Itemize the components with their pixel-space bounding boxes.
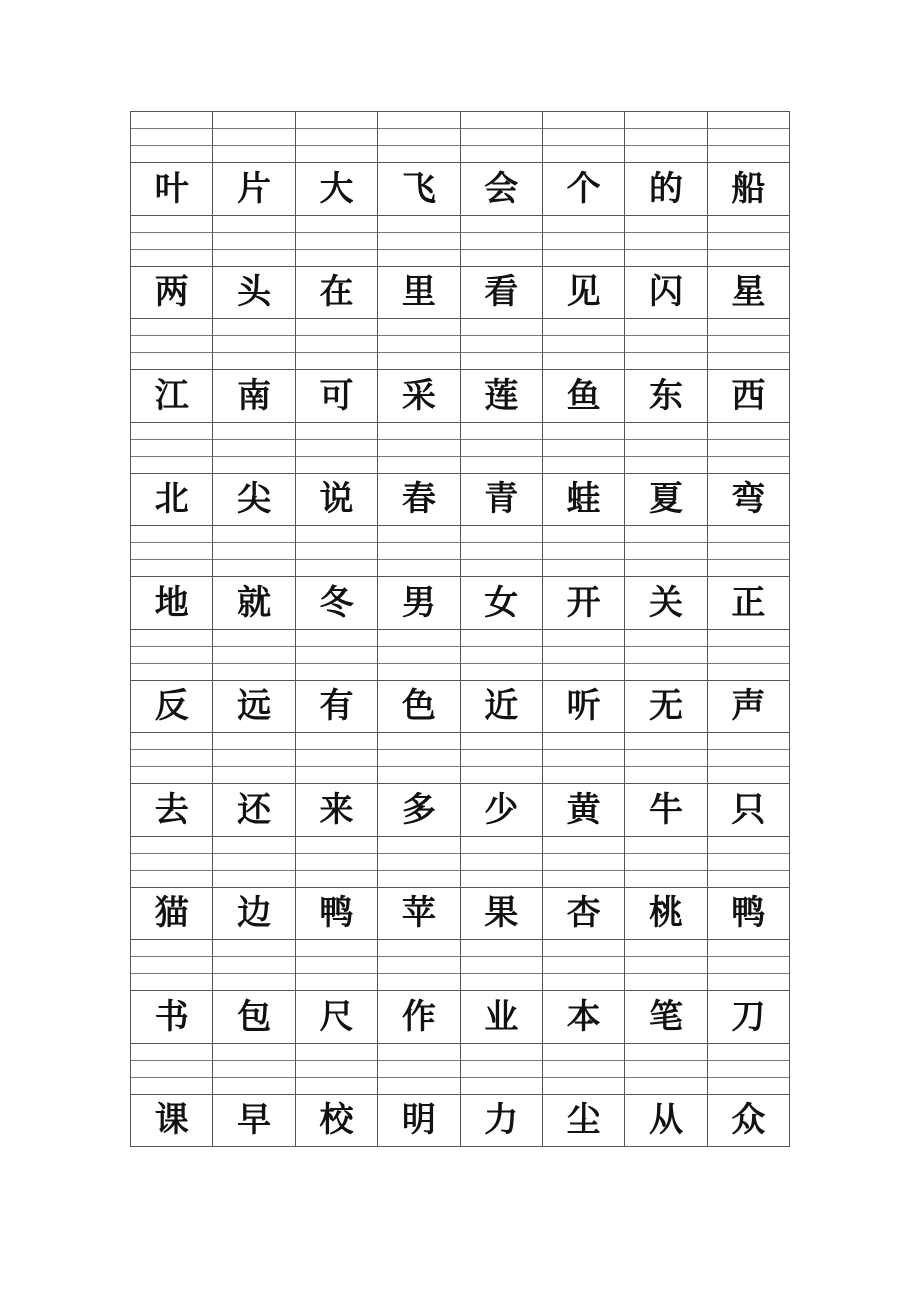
pinyin-writing-band bbox=[131, 216, 790, 267]
pinyin-writing-cell bbox=[708, 112, 790, 163]
character-band bbox=[131, 991, 790, 1044]
character-cell: 来 bbox=[296, 784, 378, 837]
pinyin-writing-cell bbox=[625, 112, 707, 163]
character-band bbox=[131, 577, 790, 630]
character-cell: 近 bbox=[461, 681, 543, 734]
character-cell: 边 bbox=[213, 888, 295, 941]
worksheet-row bbox=[131, 837, 790, 941]
pinyin-writing-band bbox=[131, 423, 790, 474]
character-cell: 尺 bbox=[296, 991, 378, 1044]
character-cell: 反 bbox=[131, 681, 213, 734]
character-band bbox=[131, 474, 790, 527]
pinyin-writing-cell bbox=[213, 940, 295, 991]
pinyin-writing-cell bbox=[543, 112, 625, 163]
character-cell: 黄 bbox=[543, 784, 625, 837]
worksheet-row bbox=[131, 423, 790, 527]
pinyin-writing-cell bbox=[131, 630, 213, 681]
character-cell: 个 bbox=[543, 163, 625, 216]
worksheet-row bbox=[131, 112, 790, 216]
character-cell: 弯 bbox=[708, 474, 790, 527]
character-cell: 叶 bbox=[131, 163, 213, 216]
pinyin-writing-band bbox=[131, 733, 790, 784]
pinyin-writing-cell bbox=[625, 216, 707, 267]
character-cell: 关 bbox=[625, 577, 707, 630]
character-cell: 听 bbox=[543, 681, 625, 734]
pinyin-writing-cell bbox=[213, 1044, 295, 1095]
character-cell: 尘 bbox=[543, 1095, 625, 1148]
character-cell: 女 bbox=[461, 577, 543, 630]
character-cell: 声 bbox=[708, 681, 790, 734]
character-band bbox=[131, 163, 790, 216]
character-cell: 西 bbox=[708, 370, 790, 423]
character-cell: 尖 bbox=[213, 474, 295, 527]
pinyin-writing-cell bbox=[296, 1044, 378, 1095]
worksheet-row bbox=[131, 1044, 790, 1148]
character-cell: 苹 bbox=[378, 888, 460, 941]
pinyin-writing-cell bbox=[543, 733, 625, 784]
pinyin-writing-cell bbox=[708, 837, 790, 888]
pinyin-writing-cell bbox=[213, 733, 295, 784]
character-cell: 春 bbox=[378, 474, 460, 527]
pinyin-writing-cell bbox=[378, 319, 460, 370]
pinyin-writing-cell bbox=[543, 423, 625, 474]
worksheet-row bbox=[131, 940, 790, 1044]
pinyin-writing-cell bbox=[131, 837, 213, 888]
pinyin-writing-cell bbox=[543, 1044, 625, 1095]
character-cell: 正 bbox=[708, 577, 790, 630]
pinyin-writing-cell bbox=[131, 940, 213, 991]
character-cell: 业 bbox=[461, 991, 543, 1044]
pinyin-writing-cell bbox=[625, 940, 707, 991]
character-cell: 只 bbox=[708, 784, 790, 837]
pinyin-writing-cell bbox=[213, 216, 295, 267]
character-cell: 多 bbox=[378, 784, 460, 837]
character-cell: 青 bbox=[461, 474, 543, 527]
character-cell: 见 bbox=[543, 267, 625, 320]
pinyin-writing-cell bbox=[461, 630, 543, 681]
character-cell: 鱼 bbox=[543, 370, 625, 423]
pinyin-writing-cell bbox=[625, 733, 707, 784]
character-cell: 书 bbox=[131, 991, 213, 1044]
character-cell: 的 bbox=[625, 163, 707, 216]
pinyin-writing-cell bbox=[543, 526, 625, 577]
pinyin-writing-cell bbox=[625, 1044, 707, 1095]
pinyin-writing-cell bbox=[296, 733, 378, 784]
character-cell: 远 bbox=[213, 681, 295, 734]
pinyin-writing-cell bbox=[461, 423, 543, 474]
pinyin-writing-band bbox=[131, 1044, 790, 1095]
pinyin-writing-cell bbox=[461, 837, 543, 888]
character-cell: 船 bbox=[708, 163, 790, 216]
pinyin-writing-cell bbox=[543, 837, 625, 888]
character-cell: 牛 bbox=[625, 784, 707, 837]
pinyin-writing-cell bbox=[378, 733, 460, 784]
pinyin-writing-cell bbox=[625, 630, 707, 681]
pinyin-writing-cell bbox=[625, 423, 707, 474]
character-band bbox=[131, 370, 790, 423]
character-cell: 开 bbox=[543, 577, 625, 630]
pinyin-writing-band bbox=[131, 112, 790, 163]
character-cell: 明 bbox=[378, 1095, 460, 1148]
character-cell: 地 bbox=[131, 577, 213, 630]
pinyin-writing-cell bbox=[708, 733, 790, 784]
character-cell: 冬 bbox=[296, 577, 378, 630]
pinyin-writing-cell bbox=[378, 112, 460, 163]
character-cell: 包 bbox=[213, 991, 295, 1044]
pinyin-writing-cell bbox=[378, 423, 460, 474]
character-band bbox=[131, 888, 790, 941]
pinyin-writing-cell bbox=[378, 630, 460, 681]
pinyin-writing-cell bbox=[131, 733, 213, 784]
pinyin-writing-cell bbox=[461, 216, 543, 267]
character-cell: 在 bbox=[296, 267, 378, 320]
pinyin-writing-cell bbox=[708, 1044, 790, 1095]
pinyin-writing-cell bbox=[213, 319, 295, 370]
character-cell: 夏 bbox=[625, 474, 707, 527]
pinyin-writing-cell bbox=[543, 940, 625, 991]
pinyin-writing-cell bbox=[543, 319, 625, 370]
pinyin-writing-cell bbox=[296, 216, 378, 267]
pinyin-writing-cell bbox=[461, 940, 543, 991]
pinyin-writing-cell bbox=[296, 837, 378, 888]
pinyin-writing-cell bbox=[378, 940, 460, 991]
pinyin-writing-cell bbox=[708, 526, 790, 577]
character-cell: 就 bbox=[213, 577, 295, 630]
character-cell: 可 bbox=[296, 370, 378, 423]
character-cell: 少 bbox=[461, 784, 543, 837]
character-cell: 看 bbox=[461, 267, 543, 320]
pinyin-writing-cell bbox=[131, 423, 213, 474]
pinyin-writing-cell bbox=[296, 112, 378, 163]
character-cell: 校 bbox=[296, 1095, 378, 1148]
worksheet-row bbox=[131, 526, 790, 630]
pinyin-writing-cell bbox=[543, 216, 625, 267]
pinyin-writing-cell bbox=[296, 940, 378, 991]
pinyin-writing-cell bbox=[131, 319, 213, 370]
pinyin-writing-cell bbox=[378, 526, 460, 577]
pinyin-writing-cell bbox=[461, 526, 543, 577]
worksheet-row bbox=[131, 319, 790, 423]
pinyin-writing-band bbox=[131, 837, 790, 888]
character-cell: 采 bbox=[378, 370, 460, 423]
pinyin-writing-cell bbox=[708, 216, 790, 267]
pinyin-writing-cell bbox=[461, 733, 543, 784]
character-cell: 本 bbox=[543, 991, 625, 1044]
character-cell: 力 bbox=[461, 1095, 543, 1148]
character-cell: 蛙 bbox=[543, 474, 625, 527]
pinyin-writing-cell bbox=[708, 319, 790, 370]
character-cell: 课 bbox=[131, 1095, 213, 1148]
character-cell: 去 bbox=[131, 784, 213, 837]
pinyin-writing-cell bbox=[461, 1044, 543, 1095]
character-cell: 莲 bbox=[461, 370, 543, 423]
character-cell: 刀 bbox=[708, 991, 790, 1044]
pinyin-writing-cell bbox=[378, 837, 460, 888]
pinyin-writing-cell bbox=[378, 216, 460, 267]
character-cell: 无 bbox=[625, 681, 707, 734]
character-band bbox=[131, 1095, 790, 1148]
pinyin-writing-cell bbox=[296, 526, 378, 577]
worksheet-row bbox=[131, 630, 790, 734]
character-cell: 飞 bbox=[378, 163, 460, 216]
character-cell: 早 bbox=[213, 1095, 295, 1148]
pinyin-writing-cell bbox=[461, 319, 543, 370]
character-cell: 大 bbox=[296, 163, 378, 216]
pinyin-writing-cell bbox=[296, 630, 378, 681]
character-cell: 江 bbox=[131, 370, 213, 423]
pinyin-writing-cell bbox=[625, 837, 707, 888]
pinyin-writing-cell bbox=[708, 630, 790, 681]
pinyin-writing-band bbox=[131, 319, 790, 370]
character-cell: 有 bbox=[296, 681, 378, 734]
pinyin-writing-cell bbox=[378, 1044, 460, 1095]
character-cell: 杏 bbox=[543, 888, 625, 941]
pinyin-writing-cell bbox=[131, 216, 213, 267]
pinyin-writing-cell bbox=[708, 423, 790, 474]
worksheet-row bbox=[131, 733, 790, 837]
character-cell: 闪 bbox=[625, 267, 707, 320]
worksheet-row bbox=[131, 216, 790, 320]
pinyin-writing-band bbox=[131, 940, 790, 991]
character-cell: 猫 bbox=[131, 888, 213, 941]
pinyin-writing-cell bbox=[131, 526, 213, 577]
pinyin-writing-cell bbox=[131, 1044, 213, 1095]
character-cell: 片 bbox=[213, 163, 295, 216]
pinyin-writing-band bbox=[131, 526, 790, 577]
pinyin-writing-cell bbox=[213, 526, 295, 577]
character-cell: 北 bbox=[131, 474, 213, 527]
character-band bbox=[131, 681, 790, 734]
pinyin-writing-cell bbox=[543, 630, 625, 681]
character-cell: 南 bbox=[213, 370, 295, 423]
character-cell: 里 bbox=[378, 267, 460, 320]
character-cell: 男 bbox=[378, 577, 460, 630]
pinyin-writing-cell bbox=[213, 112, 295, 163]
character-cell: 笔 bbox=[625, 991, 707, 1044]
character-cell: 作 bbox=[378, 991, 460, 1044]
pinyin-writing-cell bbox=[461, 112, 543, 163]
character-cell: 桃 bbox=[625, 888, 707, 941]
pinyin-writing-cell bbox=[213, 837, 295, 888]
pinyin-writing-cell bbox=[213, 630, 295, 681]
character-cell: 果 bbox=[461, 888, 543, 941]
character-cell: 说 bbox=[296, 474, 378, 527]
character-cell: 众 bbox=[708, 1095, 790, 1148]
character-grid bbox=[130, 111, 790, 1147]
pinyin-writing-cell bbox=[708, 940, 790, 991]
character-cell: 鸭 bbox=[296, 888, 378, 941]
character-cell: 从 bbox=[625, 1095, 707, 1148]
character-band bbox=[131, 784, 790, 837]
pinyin-writing-cell bbox=[296, 423, 378, 474]
character-band bbox=[131, 267, 790, 320]
character-cell: 色 bbox=[378, 681, 460, 734]
character-cell: 头 bbox=[213, 267, 295, 320]
character-cell: 星 bbox=[708, 267, 790, 320]
pinyin-writing-cell bbox=[213, 423, 295, 474]
pinyin-writing-cell bbox=[296, 319, 378, 370]
pinyin-writing-band bbox=[131, 630, 790, 681]
pinyin-writing-cell bbox=[131, 112, 213, 163]
character-cell: 会 bbox=[461, 163, 543, 216]
character-cell: 东 bbox=[625, 370, 707, 423]
character-cell: 鸭 bbox=[708, 888, 790, 941]
character-cell: 还 bbox=[213, 784, 295, 837]
character-cell: 两 bbox=[131, 267, 213, 320]
pinyin-writing-cell bbox=[625, 526, 707, 577]
pinyin-writing-cell bbox=[625, 319, 707, 370]
